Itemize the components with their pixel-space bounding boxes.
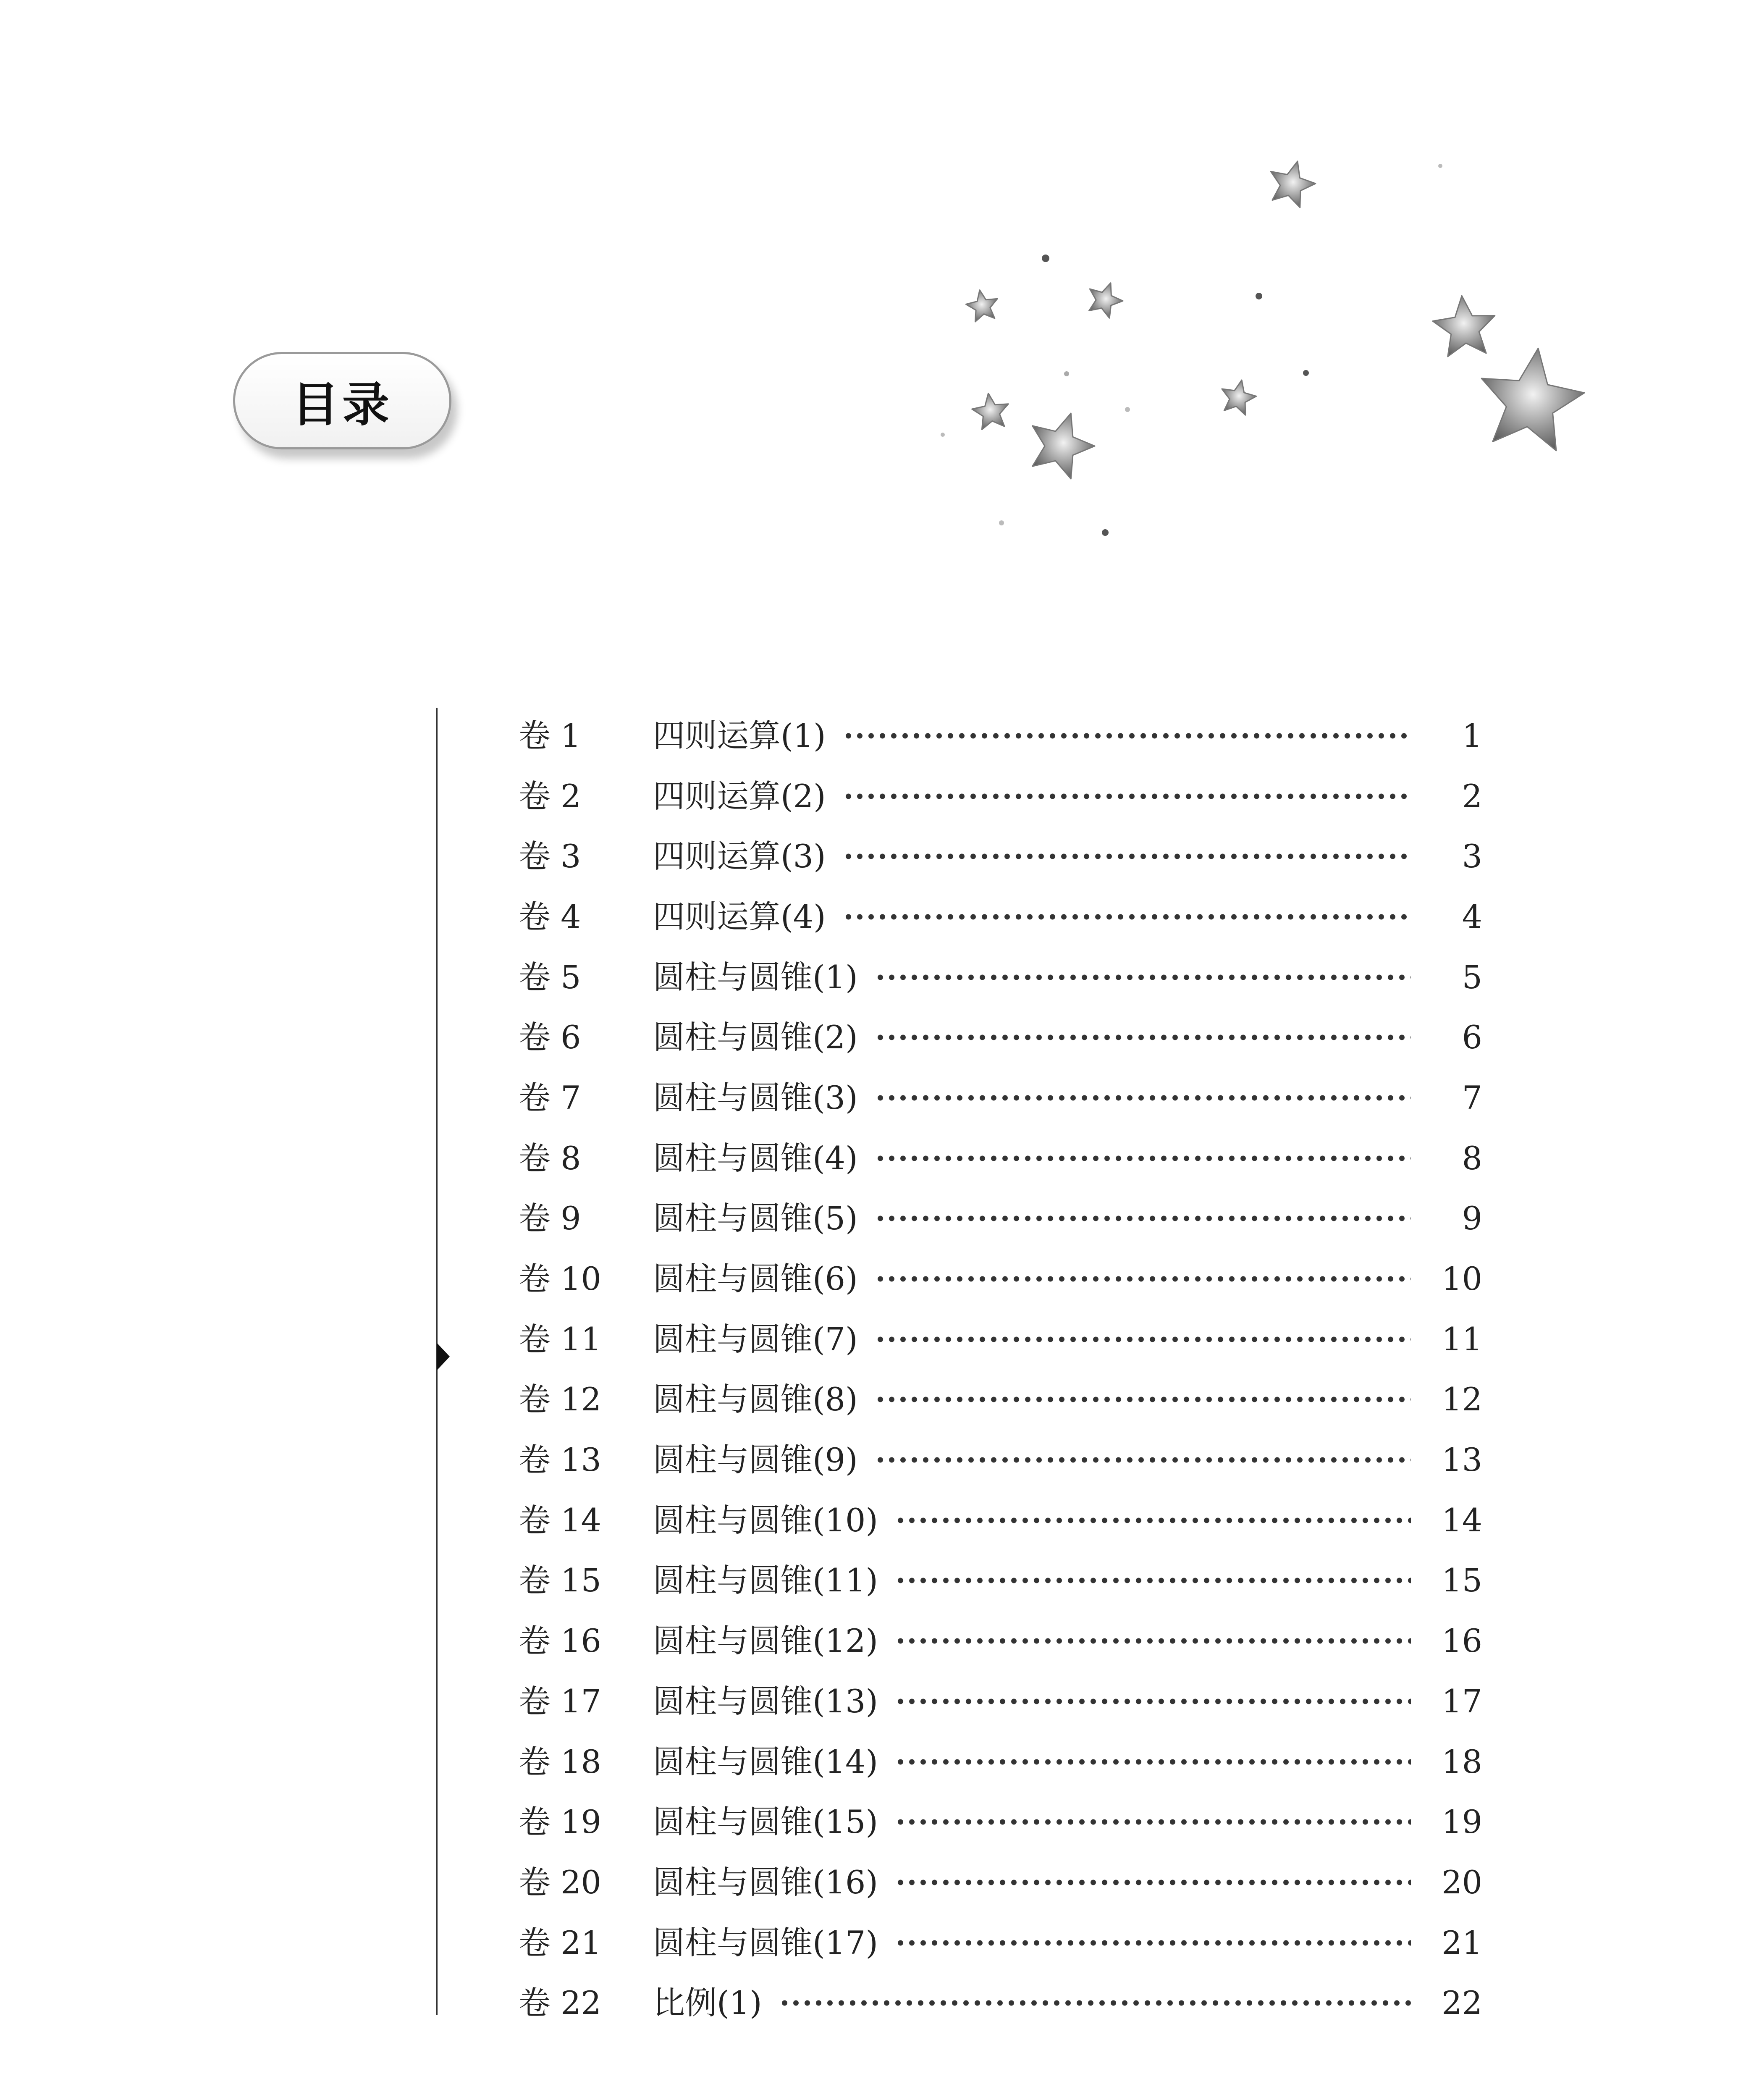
toc-title: 圆柱与圆锥(5) xyxy=(653,1200,858,1237)
toc-leader-dots xyxy=(779,2000,1411,2006)
toc-title: 四则运算(4) xyxy=(653,898,826,935)
star-icon xyxy=(1481,348,1584,451)
toc-entry[interactable] xyxy=(519,1249,1482,1309)
toc-entry[interactable] xyxy=(519,766,1482,827)
toc-entry[interactable] xyxy=(519,1007,1482,1068)
toc-entry[interactable] xyxy=(519,1913,1482,1973)
toc-title: 圆柱与圆锥(8) xyxy=(653,1381,858,1418)
toc-leader-dots xyxy=(895,1880,1411,1885)
toc-volume: 卷 2 xyxy=(519,777,581,815)
toc-title: 圆柱与圆锥(17) xyxy=(653,1924,878,1961)
toc-entry[interactable] xyxy=(519,1430,1482,1490)
toc-volume: 卷 19 xyxy=(519,1803,601,1841)
toc-page-number: 14 xyxy=(1442,1501,1482,1539)
toc-title: 比例(1) xyxy=(653,1984,762,2022)
toc-leader-dots xyxy=(875,1276,1411,1282)
toc-page-number: 9 xyxy=(1462,1200,1482,1237)
toc-entry[interactable] xyxy=(519,706,1482,766)
toc-title: 圆柱与圆锥(10) xyxy=(653,1501,878,1539)
toc-page-number: 12 xyxy=(1442,1381,1482,1418)
toc-volume: 卷 15 xyxy=(519,1562,601,1599)
toc-volume: 卷 7 xyxy=(519,1079,581,1116)
toc-page-number: 4 xyxy=(1462,898,1482,935)
toc-entry[interactable] xyxy=(519,1128,1482,1189)
toc-volume: 卷 20 xyxy=(519,1863,601,1901)
toc-leader-dots xyxy=(843,853,1411,859)
toc-leader-dots xyxy=(895,1517,1411,1523)
toc-title: 圆柱与圆锥(11) xyxy=(653,1562,878,1599)
star-icon xyxy=(972,393,1009,429)
toc-leader-dots xyxy=(875,1155,1411,1161)
toc-page-number: 22 xyxy=(1442,1984,1482,2022)
toc-page-number: 18 xyxy=(1442,1743,1482,1780)
toc-entry[interactable] xyxy=(519,1551,1482,1611)
toc-page-number: 6 xyxy=(1462,1018,1482,1056)
toc-leader-dots xyxy=(875,1396,1411,1402)
star-icon xyxy=(1089,283,1123,318)
toc-leader-dots xyxy=(875,974,1411,980)
toc-volume: 卷 22 xyxy=(519,1984,601,2022)
toc-title: 圆柱与圆锥(1) xyxy=(653,958,858,996)
stars-decoration-icon xyxy=(0,0,1746,588)
toc-entry[interactable] xyxy=(519,1852,1482,1913)
toc-entry[interactable] xyxy=(519,1611,1482,1671)
toc-leader-dots xyxy=(895,1638,1411,1644)
toc-page-number: 15 xyxy=(1442,1562,1482,1599)
toc-entry[interactable] xyxy=(519,1068,1482,1128)
toc-leader-dots xyxy=(895,1759,1411,1765)
toc-title: 圆柱与圆锥(4) xyxy=(653,1139,858,1177)
toc-page-number: 20 xyxy=(1442,1863,1482,1901)
toc-leader-dots xyxy=(843,914,1411,920)
toc-page-number: 1 xyxy=(1462,717,1482,754)
toc-entry[interactable] xyxy=(519,1671,1482,1732)
toc-volume: 卷 18 xyxy=(519,1743,601,1780)
toc-volume: 卷 14 xyxy=(519,1501,601,1539)
toc-leader-dots xyxy=(875,1034,1411,1040)
toc-title: 四则运算(3) xyxy=(653,837,826,875)
toc-title: 圆柱与圆锥(14) xyxy=(653,1743,878,1780)
toc-volume: 卷 4 xyxy=(519,898,581,935)
toc-leader-dots xyxy=(843,733,1411,739)
toc-volume: 卷 17 xyxy=(519,1682,601,1720)
star-icon xyxy=(1222,380,1256,415)
toc-title: 圆柱与圆锥(7) xyxy=(653,1320,858,1358)
toc-entry[interactable] xyxy=(519,1370,1482,1430)
toc-volume: 卷 3 xyxy=(519,837,581,875)
toc-volume: 卷 5 xyxy=(519,958,581,996)
toc-title: 圆柱与圆锥(3) xyxy=(653,1079,858,1116)
star-icon xyxy=(1433,296,1495,357)
toc-leader-dots xyxy=(895,1940,1411,1946)
toc-title: 圆柱与圆锥(13) xyxy=(653,1682,878,1720)
toc-title: 圆柱与圆锥(12) xyxy=(653,1622,878,1660)
toc-leader-dots xyxy=(895,1819,1411,1825)
toc-volume: 卷 21 xyxy=(519,1924,601,1961)
toc-leader-dots xyxy=(875,1095,1411,1101)
toc-page-number: 2 xyxy=(1462,777,1482,815)
toc-page-number: 17 xyxy=(1442,1682,1482,1720)
toc-title: 四则运算(1) xyxy=(653,717,826,754)
toc-volume: 卷 9 xyxy=(519,1200,581,1237)
triangle-marker-icon xyxy=(437,1343,450,1370)
toc-volume: 卷 8 xyxy=(519,1139,581,1177)
toc-page-number: 5 xyxy=(1462,958,1482,996)
toc-volume: 卷 11 xyxy=(519,1320,601,1358)
toc-page-number: 21 xyxy=(1442,1924,1482,1961)
toc-page-number: 11 xyxy=(1442,1320,1482,1358)
toc-title: 圆柱与圆锥(2) xyxy=(653,1018,858,1056)
toc-volume: 卷 12 xyxy=(519,1381,601,1418)
toc-entry[interactable] xyxy=(519,1973,1482,2033)
page-title: 目录 xyxy=(292,377,393,432)
toc-page-number: 19 xyxy=(1442,1803,1482,1841)
toc-page-number: 7 xyxy=(1462,1079,1482,1116)
toc-entry[interactable] xyxy=(519,1189,1482,1249)
table-of-contents xyxy=(519,706,1482,2033)
toc-entry[interactable] xyxy=(519,1309,1482,1370)
toc-volume: 卷 13 xyxy=(519,1441,601,1479)
toc-volume: 卷 16 xyxy=(519,1622,601,1660)
toc-leader-dots xyxy=(875,1215,1411,1221)
toc-volume: 卷 10 xyxy=(519,1260,601,1298)
toc-title: 圆柱与圆锥(16) xyxy=(653,1863,878,1901)
toc-entry[interactable] xyxy=(519,1490,1482,1551)
toc-title: 圆柱与圆锥(6) xyxy=(653,1260,858,1298)
toc-entry[interactable] xyxy=(519,947,1482,1008)
toc-title: 四则运算(2) xyxy=(653,777,826,815)
toc-leader-dots xyxy=(875,1457,1411,1463)
star-icon xyxy=(1271,161,1316,207)
toc-page-number: 10 xyxy=(1442,1260,1482,1298)
star-icon xyxy=(1033,413,1095,479)
toc-page-number: 13 xyxy=(1442,1441,1482,1479)
toc-entry[interactable] xyxy=(519,1792,1482,1852)
toc-volume: 卷 1 xyxy=(519,717,581,754)
toc-entry[interactable] xyxy=(519,826,1482,887)
toc-title: 圆柱与圆锥(9) xyxy=(653,1441,858,1479)
toc-leader-dots xyxy=(895,1578,1411,1583)
toc-title: 圆柱与圆锥(15) xyxy=(653,1803,878,1841)
toc-page-number: 8 xyxy=(1462,1139,1482,1177)
toc-entry[interactable] xyxy=(519,887,1482,947)
star-icon xyxy=(966,290,997,322)
toc-page-number: 3 xyxy=(1462,837,1482,875)
toc-leader-dots xyxy=(875,1336,1411,1342)
toc-leader-dots xyxy=(895,1698,1411,1704)
toc-volume: 卷 6 xyxy=(519,1018,581,1056)
toc-leader-dots xyxy=(843,793,1411,799)
toc-page-number: 16 xyxy=(1442,1622,1482,1660)
toc-entry[interactable] xyxy=(519,1732,1482,1792)
